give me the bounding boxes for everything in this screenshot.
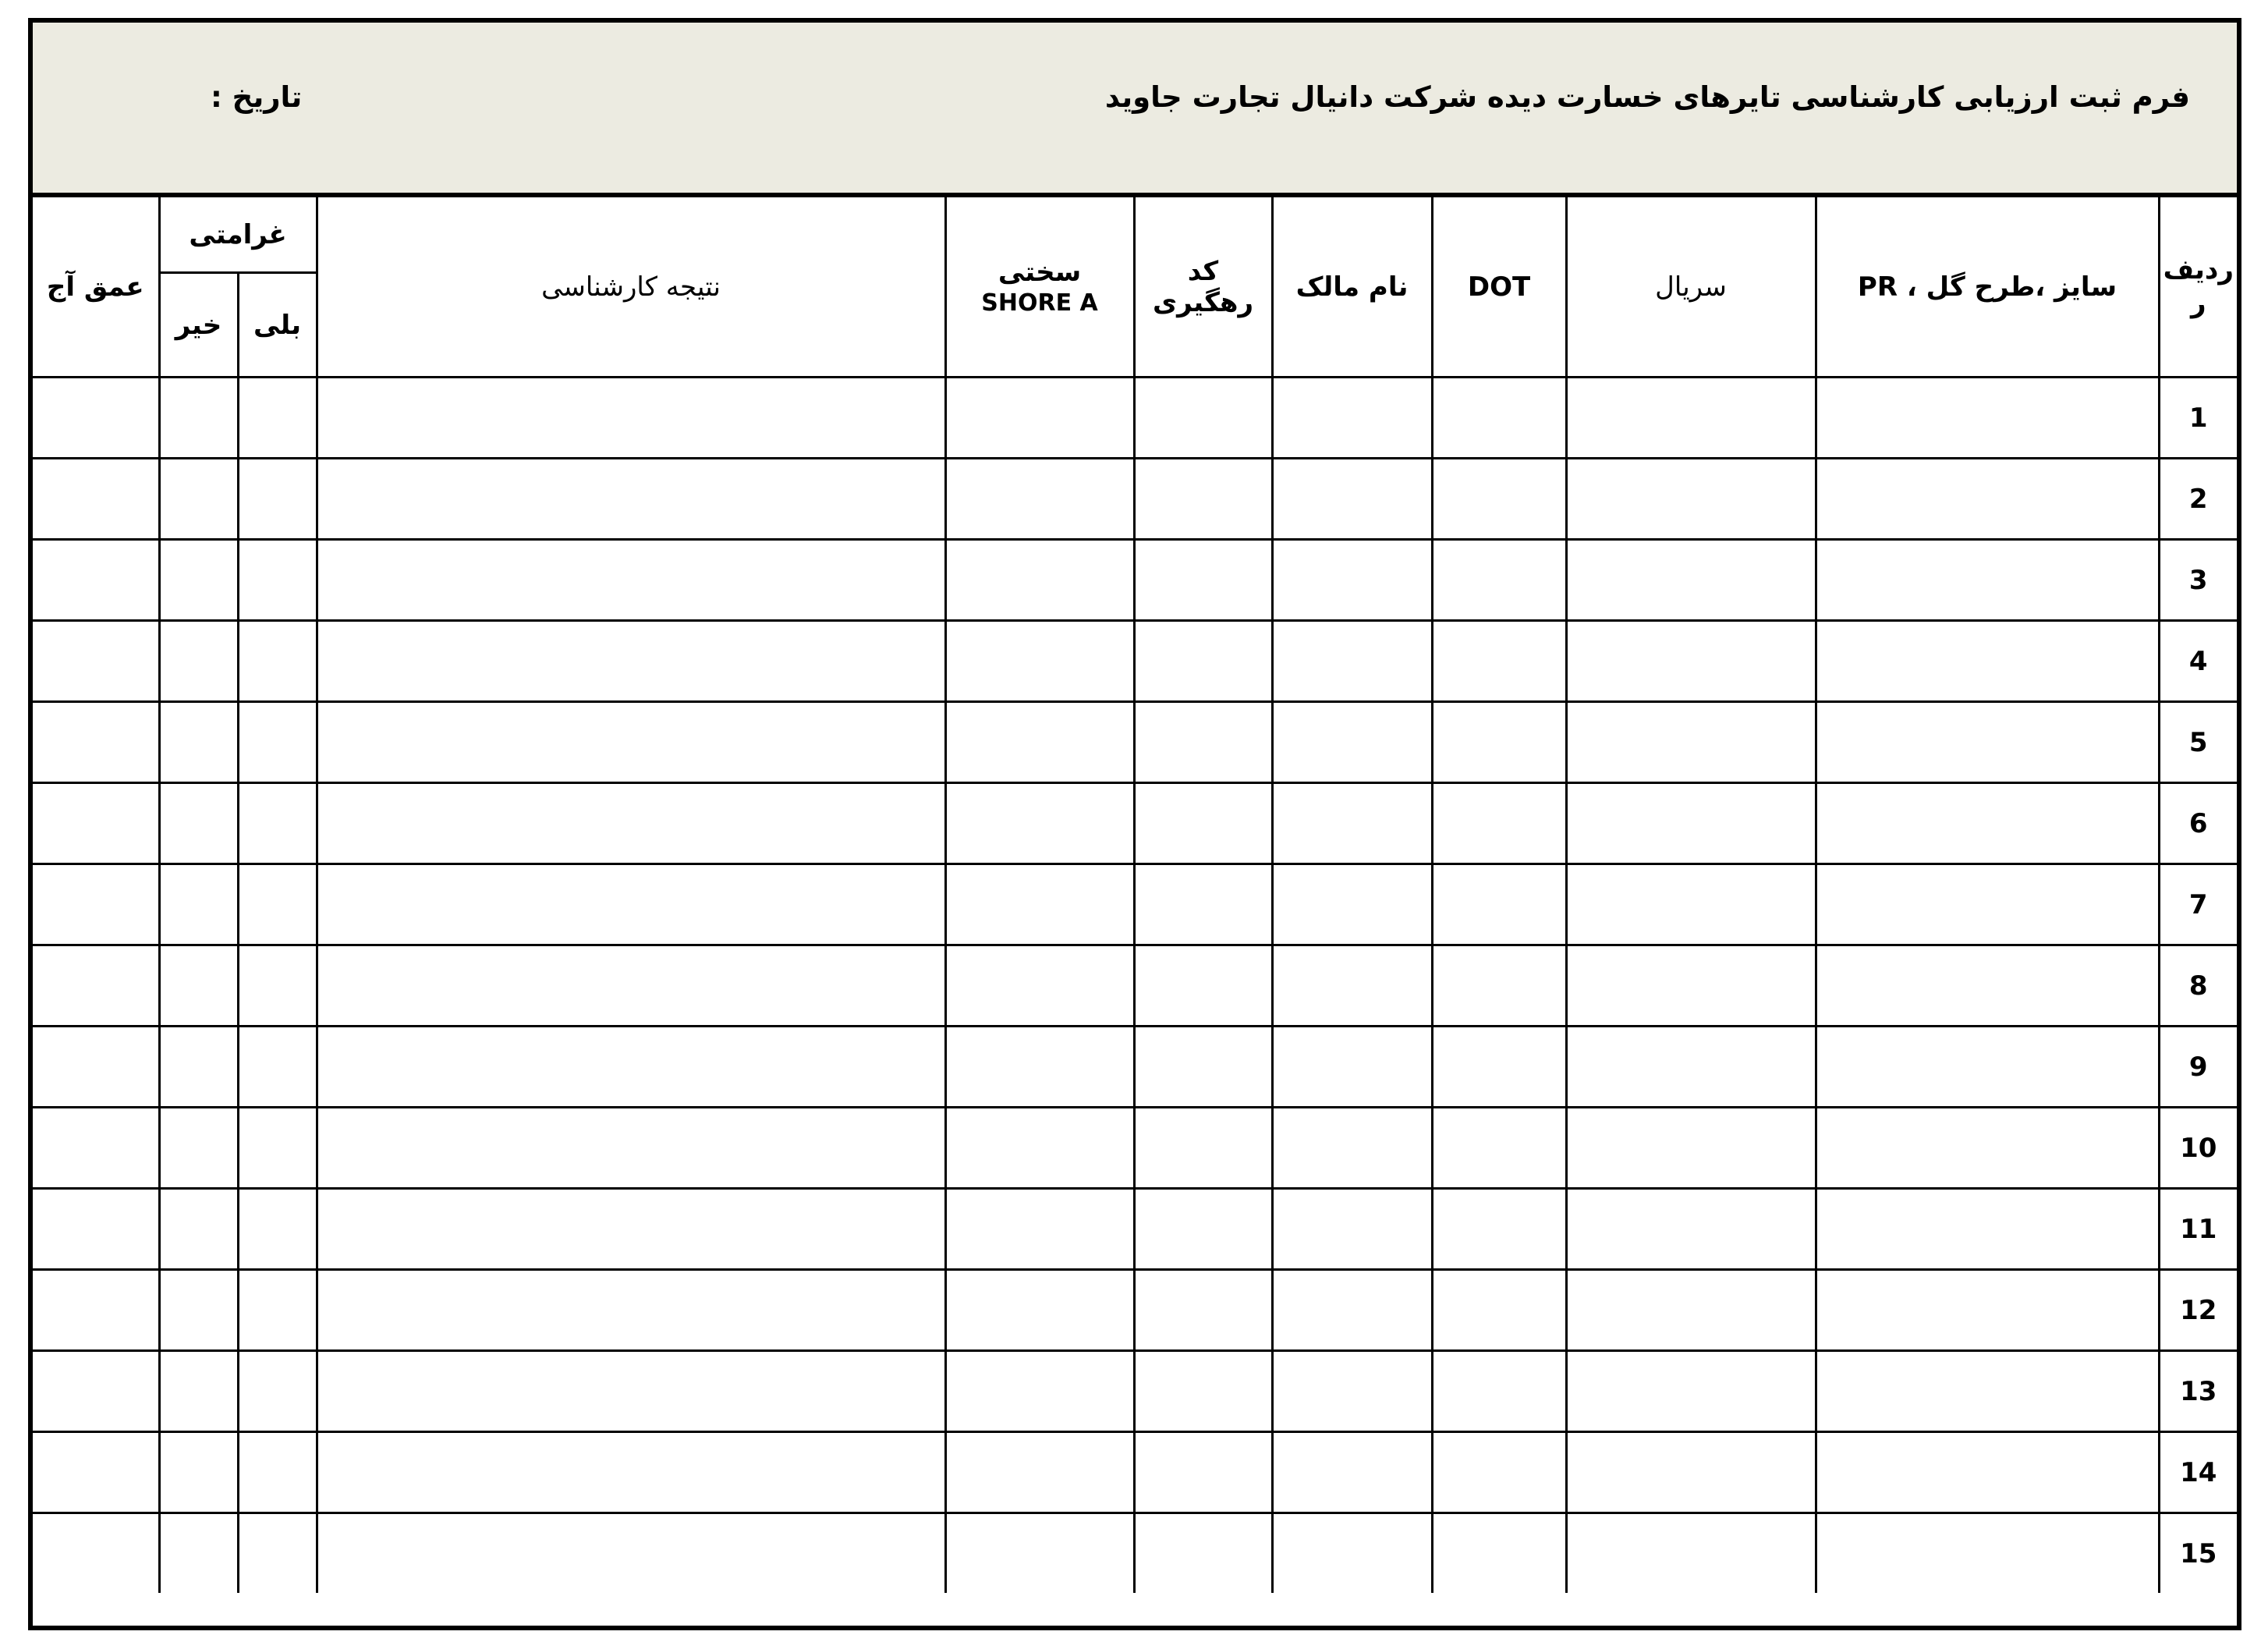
serial-cell[interactable] <box>1566 702 1816 783</box>
expert-result-cell[interactable] <box>317 1513 945 1594</box>
col-header-hardness <box>945 197 1134 378</box>
row-number: 7 <box>2159 864 2237 945</box>
size-cell[interactable] <box>1816 702 2159 783</box>
size-cell[interactable] <box>1816 1513 2159 1594</box>
col-header-dot: DOT <box>1432 197 1566 378</box>
serial-cell[interactable] <box>1566 1432 1816 1513</box>
serial-cell[interactable] <box>1566 1189 1816 1270</box>
hardness-unit: SHORE A <box>981 289 1098 317</box>
table-row <box>33 621 2237 702</box>
owner-cell[interactable] <box>1272 540 1432 621</box>
hardness-cell[interactable] <box>945 1432 1134 1513</box>
size-cell[interactable] <box>1816 378 2159 459</box>
warranty-yes-cell[interactable] <box>238 1108 317 1189</box>
warranty-no-cell[interactable] <box>159 540 238 621</box>
dot-cell[interactable] <box>1432 783 1566 864</box>
owner-cell[interactable] <box>1272 864 1432 945</box>
warranty-no-cell[interactable] <box>159 378 238 459</box>
tracking-code-cell[interactable] <box>1134 1189 1272 1270</box>
tread-depth-cell[interactable] <box>33 1432 159 1513</box>
warranty-yes-cell[interactable] <box>238 540 317 621</box>
col-header-size: سایز ،طرح گل ، PR <box>1816 197 2159 378</box>
expert-result-cell[interactable] <box>317 945 945 1027</box>
warranty-no-cell[interactable] <box>159 1108 238 1189</box>
row-number: 11 <box>2159 1189 2237 1270</box>
dot-cell[interactable] <box>1432 1108 1566 1189</box>
tread-depth-cell[interactable] <box>33 1513 159 1594</box>
size-cell[interactable] <box>1816 540 2159 621</box>
col-header-warranty: غرامتی <box>159 197 317 273</box>
size-cell[interactable] <box>1816 945 2159 1027</box>
warranty-no-cell[interactable] <box>159 1351 238 1432</box>
tread-depth-cell[interactable] <box>33 459 159 540</box>
hardness-cell[interactable] <box>945 1108 1134 1189</box>
warranty-yes-cell[interactable] <box>238 702 317 783</box>
hardness-cell[interactable] <box>945 1189 1134 1270</box>
expert-result-cell[interactable] <box>317 540 945 621</box>
hardness-cell[interactable] <box>945 1027 1134 1108</box>
serial-cell[interactable] <box>1566 621 1816 702</box>
expert-result-cell[interactable] <box>317 1432 945 1513</box>
dot-cell[interactable] <box>1432 945 1566 1027</box>
dot-cell[interactable] <box>1432 864 1566 945</box>
tracking-code-cell[interactable] <box>1134 378 1272 459</box>
col-header-row-label: ردیف <box>2163 254 2234 285</box>
hardness-cell[interactable] <box>945 702 1134 783</box>
col-header-tread-depth: عمق آج <box>33 197 159 378</box>
table-row <box>33 1432 2237 1513</box>
dot-cell[interactable] <box>1432 1189 1566 1270</box>
row-number: 1 <box>2159 378 2237 459</box>
tracking-code-cell[interactable] <box>1134 540 1272 621</box>
expert-result-cell[interactable] <box>317 1108 945 1189</box>
dot-cell[interactable] <box>1432 1270 1566 1351</box>
tire-assessment-form <box>28 18 2241 1630</box>
row-number: 13 <box>2159 1351 2237 1432</box>
owner-cell[interactable] <box>1272 1108 1432 1189</box>
expert-result-cell[interactable] <box>317 1189 945 1270</box>
owner-cell[interactable] <box>1272 459 1432 540</box>
size-cell[interactable] <box>1816 459 2159 540</box>
tracking-code-cell[interactable] <box>1134 1513 1272 1594</box>
row-number: 6 <box>2159 783 2237 864</box>
col-header-tracking-code: کد رهگیری <box>1134 197 1272 378</box>
hardness-cell[interactable] <box>945 945 1134 1027</box>
warranty-no-cell[interactable] <box>159 1513 238 1594</box>
warranty-yes-cell[interactable] <box>238 1351 317 1432</box>
warranty-yes-cell[interactable] <box>238 459 317 540</box>
serial-cell[interactable] <box>1566 1027 1816 1108</box>
dot-cell[interactable] <box>1432 1351 1566 1432</box>
hardness-cell[interactable] <box>945 1351 1134 1432</box>
warranty-no-cell[interactable] <box>159 864 238 945</box>
tread-depth-cell[interactable] <box>33 621 159 702</box>
row-number: 12 <box>2159 1270 2237 1351</box>
tracking-code-cell[interactable] <box>1134 1027 1272 1108</box>
hardness-cell[interactable] <box>945 378 1134 459</box>
hardness-cell[interactable] <box>945 1270 1134 1351</box>
table-row <box>33 1189 2237 1270</box>
col-header-owner: نام مالک <box>1272 197 1432 378</box>
hardness-cell[interactable] <box>945 540 1134 621</box>
expert-result-cell[interactable] <box>317 1270 945 1351</box>
title-band <box>33 23 2237 197</box>
serial-cell[interactable] <box>1566 945 1816 1027</box>
tread-depth-cell[interactable] <box>33 378 159 459</box>
size-cell[interactable] <box>1816 783 2159 864</box>
tread-depth-cell[interactable] <box>33 945 159 1027</box>
tracking-code-cell[interactable] <box>1134 864 1272 945</box>
tread-depth-cell[interactable] <box>33 1027 159 1108</box>
dot-cell[interactable] <box>1432 459 1566 540</box>
warranty-yes-cell[interactable] <box>238 1270 317 1351</box>
table-row <box>33 378 2237 459</box>
table-row <box>33 459 2237 540</box>
row-number: 2 <box>2159 459 2237 540</box>
serial-cell[interactable] <box>1566 1270 1816 1351</box>
col-header-warranty-no: خیر <box>159 273 238 378</box>
warranty-no-cell[interactable] <box>159 702 238 783</box>
tracking-code-cell[interactable] <box>1134 1432 1272 1513</box>
dot-cell[interactable] <box>1432 1432 1566 1513</box>
table-row <box>33 945 2237 1027</box>
warranty-no-cell[interactable] <box>159 621 238 702</box>
warranty-no-cell[interactable] <box>159 1432 238 1513</box>
table-body <box>33 378 2237 1594</box>
row-number: 9 <box>2159 1027 2237 1108</box>
tread-depth-cell[interactable] <box>33 1189 159 1270</box>
row-number: 10 <box>2159 1108 2237 1189</box>
table-row <box>33 540 2237 621</box>
serial-cell[interactable] <box>1566 1351 1816 1432</box>
hardness-cell[interactable] <box>945 621 1134 702</box>
row-number: 14 <box>2159 1432 2237 1513</box>
warranty-yes-cell[interactable] <box>238 1027 317 1108</box>
owner-cell[interactable] <box>1272 945 1432 1027</box>
tread-depth-cell[interactable] <box>33 1108 159 1189</box>
tracking-code-cell[interactable] <box>1134 1108 1272 1189</box>
dot-cell[interactable] <box>1432 378 1566 459</box>
col-header-row-wrap: ر <box>2190 287 2206 319</box>
col-header-serial: سریال <box>1566 197 1816 378</box>
dot-cell[interactable] <box>1432 1027 1566 1108</box>
serial-cell[interactable] <box>1566 1108 1816 1189</box>
owner-cell[interactable] <box>1272 702 1432 783</box>
tread-depth-cell[interactable] <box>33 864 159 945</box>
assessment-table <box>33 197 2237 1593</box>
owner-cell[interactable] <box>1272 621 1432 702</box>
row-number: 15 <box>2159 1513 2237 1594</box>
expert-result-cell[interactable] <box>317 378 945 459</box>
serial-cell[interactable] <box>1566 459 1816 540</box>
date-label: تاریخ : <box>211 80 303 114</box>
tracking-code-cell[interactable] <box>1134 621 1272 702</box>
owner-cell[interactable] <box>1272 783 1432 864</box>
table-row <box>33 1351 2237 1432</box>
tracking-code-cell[interactable] <box>1134 1351 1272 1432</box>
warranty-yes-cell[interactable] <box>238 864 317 945</box>
table-row <box>33 1513 2237 1594</box>
tracking-code-cell[interactable] <box>1134 459 1272 540</box>
warranty-yes-cell[interactable] <box>238 621 317 702</box>
tread-depth-cell[interactable] <box>33 1270 159 1351</box>
warranty-yes-cell[interactable] <box>238 1513 317 1594</box>
size-cell[interactable] <box>1816 1351 2159 1432</box>
table-row <box>33 1108 2237 1189</box>
row-number: 4 <box>2159 621 2237 702</box>
owner-cell[interactable] <box>1272 1351 1432 1432</box>
owner-cell[interactable] <box>1272 378 1432 459</box>
serial-cell[interactable] <box>1566 378 1816 459</box>
expert-result-cell[interactable] <box>317 1351 945 1432</box>
tread-depth-cell[interactable] <box>33 540 159 621</box>
expert-result-cell[interactable] <box>317 459 945 540</box>
form-title: فرم ثبت ارزیابی کارشناسی تایرهای خسارت دیده شرکت دانیال تجارت جاوید <box>1104 80 2190 114</box>
warranty-no-cell[interactable] <box>159 459 238 540</box>
tread-depth-cell[interactable] <box>33 1351 159 1432</box>
table-row <box>33 864 2237 945</box>
serial-cell[interactable] <box>1566 783 1816 864</box>
owner-cell[interactable] <box>1272 1027 1432 1108</box>
serial-cell[interactable] <box>1566 864 1816 945</box>
table-row <box>33 783 2237 864</box>
dot-cell[interactable] <box>1432 1513 1566 1594</box>
size-cell[interactable] <box>1816 1108 2159 1189</box>
owner-cell[interactable] <box>1272 1189 1432 1270</box>
warranty-yes-cell[interactable] <box>238 378 317 459</box>
tracking-code-cell[interactable] <box>1134 702 1272 783</box>
hardness-cell[interactable] <box>945 1513 1134 1594</box>
tread-depth-cell[interactable] <box>33 783 159 864</box>
warranty-no-cell[interactable] <box>159 1189 238 1270</box>
tracking-code-cell[interactable] <box>1134 945 1272 1027</box>
table-row <box>33 1027 2237 1108</box>
owner-cell[interactable] <box>1272 1270 1432 1351</box>
dot-cell[interactable] <box>1432 702 1566 783</box>
row-number: 8 <box>2159 945 2237 1027</box>
hardness-cell[interactable] <box>945 783 1134 864</box>
serial-cell[interactable] <box>1566 540 1816 621</box>
col-header-expert-result: نتیجه کارشناسی <box>317 197 945 378</box>
owner-cell[interactable] <box>1272 1432 1432 1513</box>
tracking-code-cell[interactable] <box>1134 783 1272 864</box>
table-row <box>33 702 2237 783</box>
size-cell[interactable] <box>1816 621 2159 702</box>
owner-cell[interactable] <box>1272 1513 1432 1594</box>
warranty-yes-cell[interactable] <box>238 1189 317 1270</box>
size-cell[interactable] <box>1816 1432 2159 1513</box>
col-header-warranty-yes: بلی <box>238 273 317 378</box>
size-cell[interactable] <box>1816 1189 2159 1270</box>
table-row <box>33 1270 2237 1351</box>
hardness-label: سختی <box>998 256 1082 288</box>
dot-cell[interactable] <box>1432 621 1566 702</box>
expert-result-cell[interactable] <box>317 702 945 783</box>
hardness-cell[interactable] <box>945 864 1134 945</box>
serial-cell[interactable] <box>1566 1513 1816 1594</box>
size-cell[interactable] <box>1816 1270 2159 1351</box>
warranty-no-cell[interactable] <box>159 1027 238 1108</box>
expert-result-cell[interactable] <box>317 864 945 945</box>
warranty-yes-cell[interactable] <box>238 783 317 864</box>
warranty-no-cell[interactable] <box>159 1270 238 1351</box>
row-number: 3 <box>2159 540 2237 621</box>
col-header-row <box>2159 197 2237 378</box>
warranty-no-cell[interactable] <box>159 783 238 864</box>
hardness-cell[interactable] <box>945 459 1134 540</box>
warranty-yes-cell[interactable] <box>238 945 317 1027</box>
tracking-code-cell[interactable] <box>1134 1270 1272 1351</box>
tread-depth-cell[interactable] <box>33 702 159 783</box>
size-cell[interactable] <box>1816 864 2159 945</box>
warranty-yes-cell[interactable] <box>238 1432 317 1513</box>
expert-result-cell[interactable] <box>317 783 945 864</box>
expert-result-cell[interactable] <box>317 621 945 702</box>
warranty-no-cell[interactable] <box>159 945 238 1027</box>
row-number: 5 <box>2159 702 2237 783</box>
expert-result-cell[interactable] <box>317 1027 945 1108</box>
dot-cell[interactable] <box>1432 540 1566 621</box>
size-cell[interactable] <box>1816 1027 2159 1108</box>
